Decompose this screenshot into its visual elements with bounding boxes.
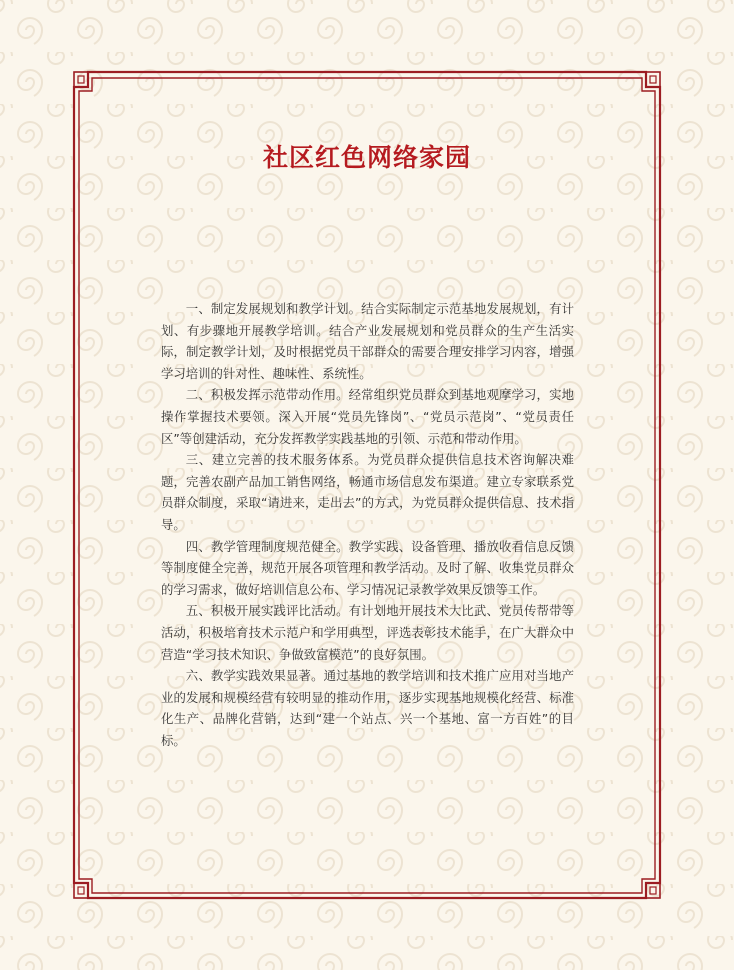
- paragraph-6: 六、教学实践效果显著。通过基地的教学培训和技术推广应用对当地产业的发展和规模经营有较明显的推动作用，逐步实现基地规模化经营、标准化生产、品牌化营销，达到“建一个站点、兴一个基地、富一方百姓”的目标。: [161, 668, 574, 748]
- paragraph-5: 五、积极开展实践评比活动。有计划地开展技术大比武、党员传帮带等活动，积极培育技术示范户和学用典型，评选表彰技术能手，在广大群众中营造“学习技术知识、争做致富模范”的良好氛围。: [161, 603, 574, 662]
- paragraph-1: 一、制定发展规划和教学计划。结合实际制定示范基地发展规划，有计划、有步骤地开展教学培训。结合产业发展规划和党员群众的生产生活实际，制定教学计划，及时根据党员干部群众的需要合理安排学习内容，增强学习培训的针对性、趣味性、系统性。: [161, 301, 574, 381]
- paragraph-2: 二、积极发挥示范带动作用。经常组织党员群众到基地观摩学习，实地操作掌握技术要领。深入开展“党员先锋岗”、“党员示范岗”、“党员责任区”等创建活动，充分发挥教学实践基地的引领、示范和带动作用。: [161, 387, 574, 446]
- document-body: [161, 298, 574, 751]
- document-title: 社区红色网络家园: [262, 143, 471, 172]
- paragraph-4: 四、教学管理制度规范健全。教学实践、设备管理、播放收看信息反馈等制度健全完善，规范开展各项管理和教学活动。及时了解、收集党员群众的学习需求，做好培训信息公布、学习情况记录教学效果反馈等工作。: [161, 538, 574, 597]
- paragraph-3: 三、建立完善的技术服务体系。为党员群众提供信息技术咨询解决难题，完善农副产品加工销售网络，畅通市场信息发布渠道。建立专家联系党员群众制度，采取“请进来，走出去”的方式，为党员群众提供信息、技术指导。: [161, 452, 574, 532]
